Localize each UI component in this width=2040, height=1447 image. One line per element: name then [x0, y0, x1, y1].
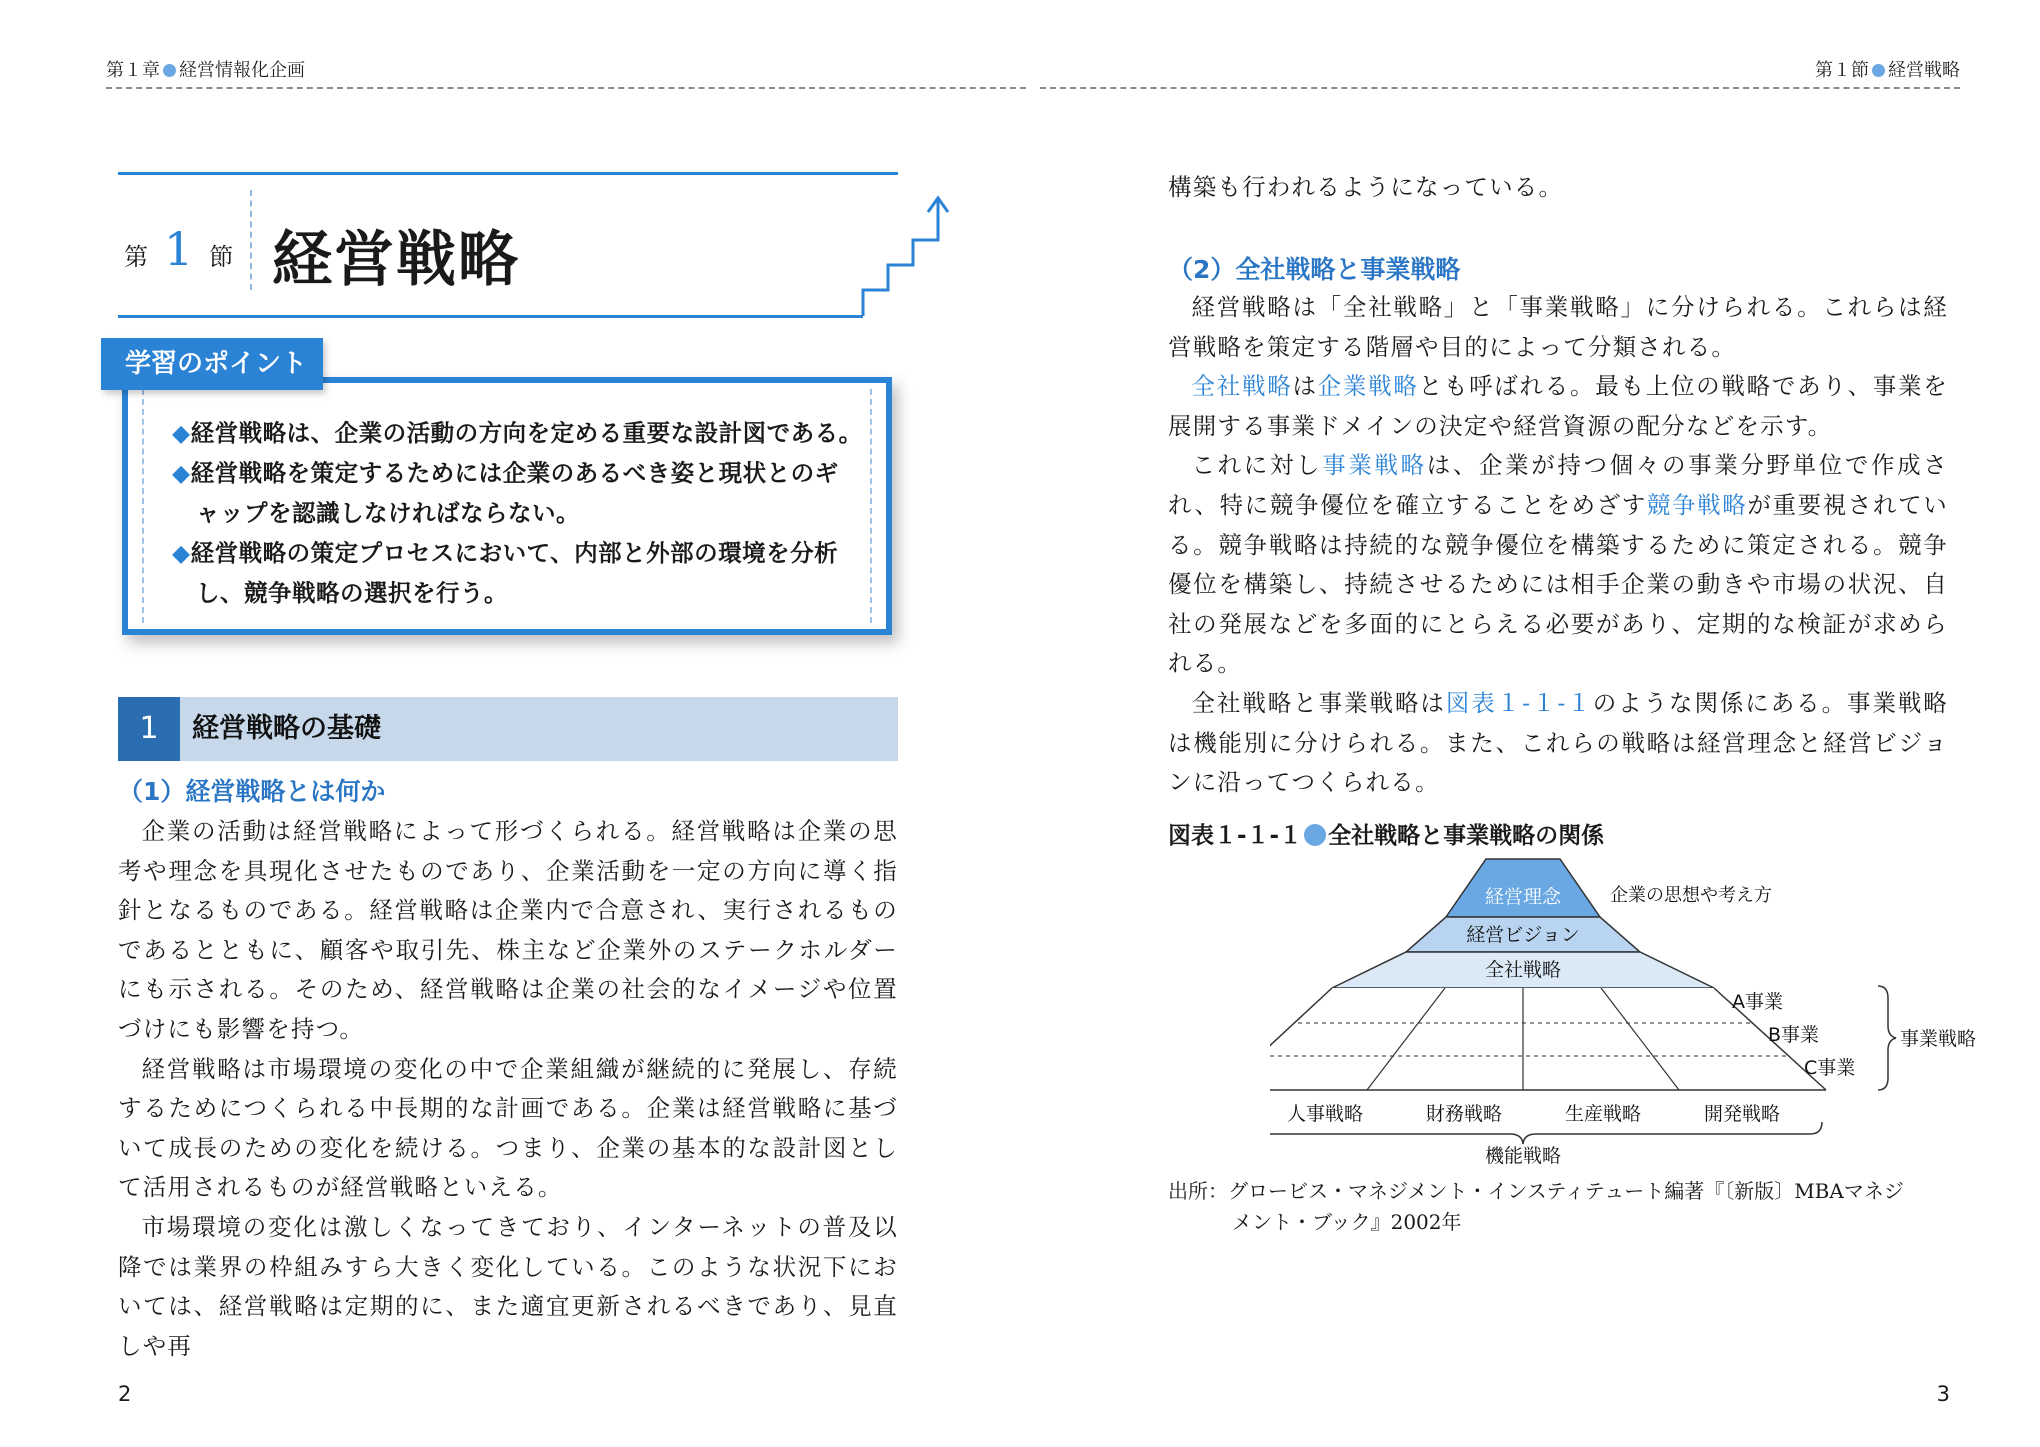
function-label-production: 生産戦略	[1564, 1103, 1642, 1125]
paragraph: 企業の活動は経営戦略によって形づくられる。経営戦略は企業の思考や理念を具現化させたものであり、企業活動を一定の方向に導く指針となるものである。経営戦略は企業内で合意され、実行されるものであるとともに、顧客や取引先、株主など企業外のステークホルダーにも示される。そのため、経営戦略は企業の社会的なイメージや位置づけにも影響を持つ。	[118, 817, 898, 1043]
section-title-divider	[250, 190, 252, 290]
learning-point-text: 経営戦略は、企業の活動の方向を定める重要な設計図である。	[190, 419, 863, 447]
text-run: は、企業が持つ個々の事業分野単位で作成され、特に競争優位を確立することをめざす	[1168, 451, 1949, 519]
figure-title	[1168, 817, 1604, 850]
subheading-1: （1）経営戦略とは何か	[118, 777, 386, 806]
running-head-right	[1815, 56, 1960, 82]
diamond-bullet-icon: ◆	[172, 459, 191, 487]
text-run: 全社戦略と事業戦略は	[1191, 688, 1446, 717]
section-rule-bottom	[118, 315, 863, 318]
learning-point-text-cont: ャップを認識しなければならない。	[196, 499, 580, 527]
term-highlight: 競争戦略	[1646, 490, 1748, 519]
text-run: が重要視されている。競争戦略は持続的な競争優位を構築するために策定される。競争優位を構築し、持続させるためには相手企業の動きや市場の状況、自社の発展などを多面的にとらえる必要があり、定期的な検証が求められる。	[1168, 490, 1948, 678]
header-divider-left	[106, 87, 1026, 89]
function-group-label: 機能戦略	[1484, 1145, 1562, 1167]
header-divider-right	[1040, 87, 1960, 89]
body-text-right	[1168, 288, 1948, 803]
subheading-2: （2）全社戦略と事業戦略	[1168, 255, 1461, 284]
text-run: のような関係にある。事業戦略は機能別に分けられる。また、これらの戦略は経営理念と経営ビジョンに沿ってつくられる。	[1168, 688, 1949, 797]
page-title: 経営戦略	[272, 225, 520, 295]
text-run: は	[1292, 372, 1318, 401]
page-number-left: 2	[118, 1382, 132, 1406]
function-brace-icon	[1270, 1122, 1822, 1144]
bullet-dot-icon	[1304, 824, 1326, 846]
paragraph	[1168, 684, 1948, 803]
section-number	[124, 222, 233, 276]
figure-reference-link[interactable]: 図表１-１-１	[1445, 688, 1593, 717]
section-label: 第１節	[1815, 60, 1869, 81]
body-text-left	[118, 812, 898, 1366]
term-highlight: 事業戦略	[1322, 451, 1427, 480]
pyramid-note-philosophy: 企業の思想や考え方	[1610, 885, 1772, 906]
learning-point-2	[172, 453, 872, 533]
heading-1-number: 1	[118, 697, 180, 761]
continuation-text	[1168, 168, 1948, 208]
pyramid-label-philosophy: 経営理念	[1484, 886, 1562, 908]
function-label-development: 開発戦略	[1703, 1103, 1781, 1125]
section-prefix: 第	[124, 243, 148, 271]
term-highlight: 全社戦略	[1191, 372, 1293, 401]
pyramid-label-corporate: 全社戦略	[1484, 959, 1562, 981]
continuation-line: 構築も行われるようになっている。	[1168, 173, 1564, 201]
learning-points-box	[122, 377, 892, 635]
source-line-1: 出所：グロービス・マネジメント・インスティテュート編著『〔新版〕MBAマネジ	[1168, 1179, 1904, 1203]
page-number-right: 3	[1936, 1382, 1950, 1406]
text-run: とも呼ばれる。最も上位の戦略であり、事業を展開する事業ドメインの決定や経営資源の配分などを示す。	[1168, 372, 1948, 440]
chapter-title: 経営情報化企画	[179, 60, 305, 81]
paragraph	[1168, 446, 1948, 684]
learning-point-3	[172, 533, 872, 613]
paragraph: 経営戦略は市場環境の変化の中で企業組織が継続的に発展し、存続するためにつくられる中長期的な計画である。企業は経営戦略に基づいて成長のための変化を続ける。つまり、企業の基本的な設計図として活用されるものが経営戦略といえる。	[118, 1054, 898, 1202]
section-suffix: 節	[209, 243, 234, 271]
diamond-bullet-icon: ◆	[172, 419, 191, 447]
paragraph: 経営戦略は「全社戦略」と「事業戦略」に分けられる。これらは経営戦略を策定する階層や目的によって分類される。	[1168, 293, 1948, 361]
source-line-2: メント・ブック』2002年	[1232, 1210, 1462, 1234]
section-number-value: 1	[164, 222, 194, 276]
learning-point-text-cont: し、競争戦略の選択を行う。	[196, 579, 508, 607]
paragraph: 市場環境の変化は激しくなってきており、インターネットの普及以降では業界の枠組みすら大きく変化している。このような状況下においては、経営戦略は定期的に、また適宜更新されるべきであり、見直しや再	[118, 1212, 898, 1360]
chapter-label: 第１章	[106, 60, 160, 81]
business-brace-icon	[1878, 986, 1896, 1090]
strategy-pyramid-diagram	[1270, 858, 2010, 1168]
text-run: これに対し	[1191, 451, 1323, 480]
learning-point-text: 経営戦略を策定するためには企業のあるべき姿と現状とのギ	[190, 459, 839, 487]
heading-1-title: 経営戦略の基礎	[192, 713, 381, 744]
bullet-dot-icon	[1872, 64, 1885, 77]
stairs-arrow-icon	[858, 190, 958, 320]
term-highlight: 企業戦略	[1317, 372, 1419, 401]
figure-label: 図表１-１-１	[1168, 823, 1303, 849]
function-label-hr: 人事戦略	[1286, 1103, 1364, 1125]
bullet-dot-icon	[163, 64, 176, 77]
diamond-bullet-icon: ◆	[172, 539, 191, 567]
function-label-finance: 財務戦略	[1425, 1103, 1503, 1125]
business-label-b: B事業	[1768, 1024, 1820, 1046]
heading-1	[118, 697, 898, 761]
section-title-small: 経営戦略	[1888, 60, 1960, 81]
running-head-left	[106, 56, 305, 82]
pyramid-label-vision: 経営ビジョン	[1466, 924, 1580, 946]
learning-point-1	[172, 413, 872, 453]
figure-source	[1168, 1176, 1958, 1238]
figure-caption: 全社戦略と事業戦略の関係	[1328, 823, 1605, 849]
business-label-c: C事業	[1804, 1057, 1856, 1079]
learning-point-text: 経営戦略の策定プロセスにおいて、内部と外部の環境を分析	[190, 539, 839, 567]
learning-points-tab: 学習のポイント	[101, 338, 323, 390]
section-rule-top	[118, 172, 898, 175]
business-group-label: 事業戦略	[1900, 1028, 1977, 1050]
business-label-a: A事業	[1732, 991, 1783, 1013]
paragraph	[1168, 367, 1948, 446]
